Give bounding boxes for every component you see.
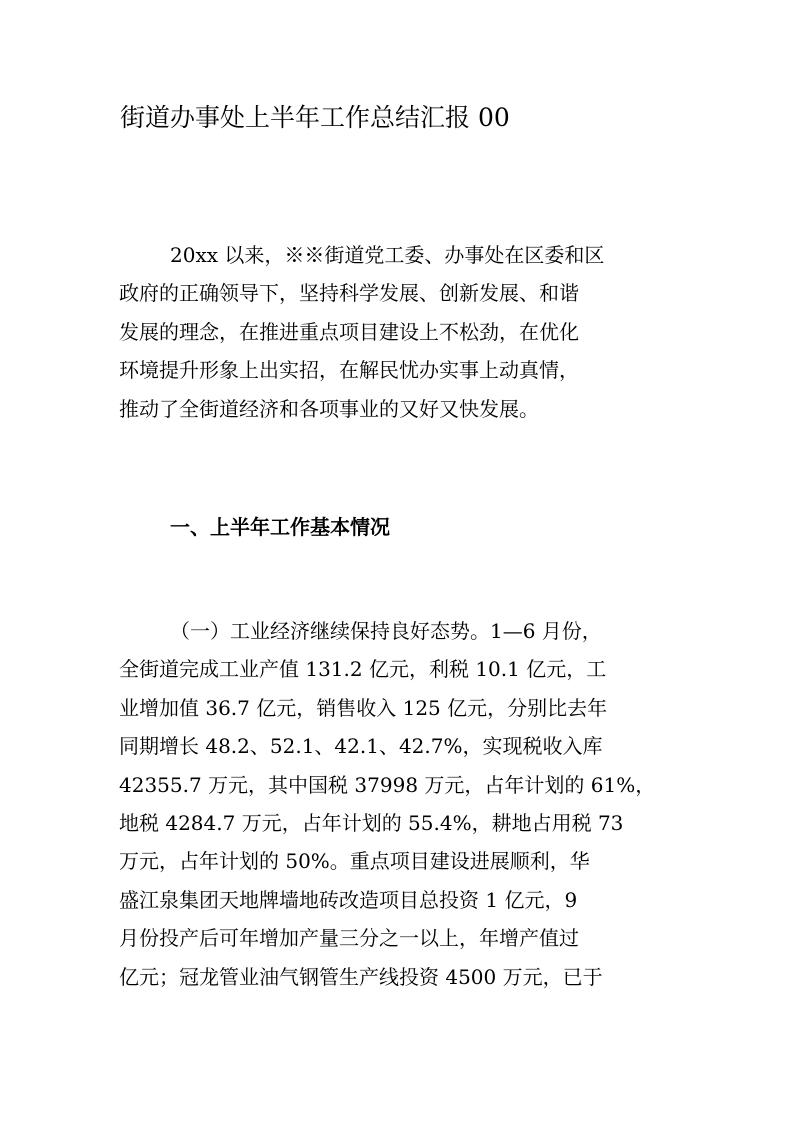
paragraph-line: 推动了全街道经济和各项事业的又好又快发展。 bbox=[119, 396, 539, 421]
document-title: 街道办事处上半年工作总结汇报 00 bbox=[120, 103, 510, 132]
section-paragraph bbox=[119, 612, 699, 996]
paragraph-line: 业增加值 36.7 亿元，销售收入 125 亿元，分别比去年 bbox=[119, 695, 608, 720]
section-heading: 一、上半年工作基本情况 bbox=[170, 515, 390, 539]
paragraph-line: 环境提升形象上出实招，在解民忧办实事上动真情， bbox=[119, 358, 579, 383]
paragraph-line: 42355.7 万元，其中国税 37998 万元，占年计划的 61%， bbox=[119, 772, 656, 797]
intro-paragraph bbox=[119, 236, 699, 428]
paragraph-line: 同期增长 48.2、52.1、42.1、42.7%，实现税收入库 bbox=[119, 734, 603, 759]
paragraph-line: （一）工业经济继续保持良好态势。1—6 月份， bbox=[170, 619, 602, 643]
paragraph-line: 发展的理念，在推进重点项目建设上不松劲，在优化 bbox=[119, 319, 579, 344]
paragraph-line: 20xx 以来，※※街道党工委、办事处在区委和区 bbox=[170, 243, 605, 267]
paragraph-line: 万元，占年计划的 50%。重点项目建设进展顺利，华 bbox=[119, 849, 590, 874]
paragraph-line: 地税 4284.7 万元，占年计划的 55.4%，耕地占用税 73 bbox=[119, 810, 624, 835]
paragraph-line: 全街道完成工业产值 131.2 亿元，利税 10.1 亿元，工 bbox=[119, 657, 607, 682]
paragraph-line: 月份投产后可年增加产量三分之一以上，年增产值过 bbox=[119, 926, 579, 951]
paragraph-line: 政府的正确领导下，坚持科学发展、创新发展、和谐 bbox=[119, 281, 579, 306]
paragraph-line: 盛江泉集团天地牌墙地砖改造项目总投资 1 亿元，9 bbox=[119, 887, 578, 912]
paragraph-line: 亿元；冠龙管业油气钢管生产线投资 4500 万元，已于 bbox=[119, 964, 603, 989]
